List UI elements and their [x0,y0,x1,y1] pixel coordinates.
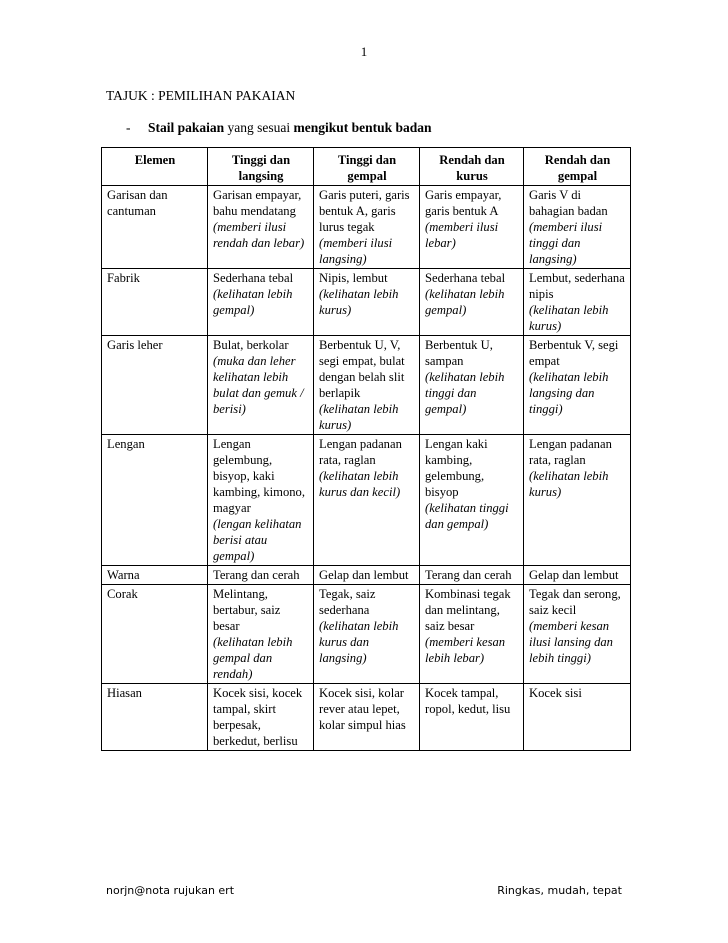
table-row [102,186,631,269]
table-cell [208,585,314,684]
cell-text: Garis empayar, garis bentuk A [425,188,502,218]
cell-text: Lengan kaki kambing, gelembung, bisyop [425,437,488,499]
table-cell [524,269,631,336]
table-cell [208,186,314,269]
row-element-label: Corak [102,585,208,684]
table-header-row [102,148,631,186]
cell-note: (kelihatan lebih kurus) [529,303,609,333]
cell-note: (memberi ilusi langsing) [319,236,393,266]
subtitle-dash: - [126,120,131,135]
header-tinggi-gempal: Tinggi dan gempal [314,148,420,186]
header-rendah-gempal: Rendah dan gempal [524,148,631,186]
cell-text: Bulat, berkolar [213,338,289,352]
cell-note: (kelihatan lebih gempal dan rendah) [213,635,293,681]
cell-text: Sederhana tebal [425,271,506,285]
footer-right: Ringkas, mudah, tepat [497,884,622,897]
cell-note: (memberi kesan ilusi lansing dan lebih tinggi) [529,619,613,665]
table-cell [524,585,631,684]
table-cell [420,186,524,269]
cell-note: (kelihatan lebih tinggi dan gempal) [425,370,505,416]
table-cell [420,435,524,566]
cell-text: Terang dan cerah [425,568,512,582]
table-row [102,435,631,566]
header-elemen: Elemen [102,148,208,186]
cell-text: Tegak dan serong, saiz kecil [529,587,621,617]
table-row [102,336,631,435]
cell-note: (kelihatan lebih kurus dan kecil) [319,469,401,499]
header-rendah-kurus: Rendah dan kurus [420,148,524,186]
table-row [102,684,631,751]
table-cell [314,566,420,585]
table-cell [314,269,420,336]
cell-note: (kelihatan lebih langsing dan tinggi) [529,370,609,416]
clothing-style-table [101,147,631,751]
row-element-label: Hiasan [102,684,208,751]
cell-note: (muka dan leher kelihatan lebih bulat dan gemuk / berisi) [213,354,304,416]
subtitle-bold-2: mengikut bentuk badan [293,120,432,135]
cell-text: Nipis, lembut [319,271,388,285]
table-cell [314,336,420,435]
cell-note: (kelihatan tinggi dan gempal) [425,501,509,531]
table-cell [524,336,631,435]
table-cell [314,684,420,751]
table-row [102,585,631,684]
cell-text: Sederhana tebal [213,271,294,285]
cell-text: Berbentuk V, segi empat [529,338,619,368]
table-cell [314,435,420,566]
cell-text: Gelap dan lembut [319,568,409,582]
cell-text: Garisan empayar, bahu mendatang [213,188,302,218]
subtitle [126,120,432,136]
cell-note: (kelihatan lebih gempal) [425,287,505,317]
table-cell [420,269,524,336]
cell-note: (lengan kelihatan berisi atau gempal) [213,517,302,563]
cell-note: (kelihatan lebih kurus) [529,469,609,499]
cell-text: Gelap dan lembut [529,568,619,582]
table-cell [208,269,314,336]
cell-text: Berbentuk U, sampan [425,338,493,368]
cell-note: (memberi ilusi rendah dan lebar) [213,220,305,250]
table-body [102,186,631,751]
row-element-label: Warna [102,566,208,585]
table-cell [420,566,524,585]
table-cell [524,684,631,751]
cell-note: (kelihatan lebih gempal) [213,287,293,317]
table-cell [208,566,314,585]
cell-note: (memberi ilusi tinggi dan langsing) [529,220,603,266]
footer-left: norjn@nota rujukan ert [106,884,235,897]
cell-note: (kelihatan lebih kurus) [319,287,399,317]
subtitle-plain: yang sesuai [224,120,294,135]
cell-text: Garis V di bahagian badan [529,188,608,218]
cell-text: Lengan padanan rata, raglan [319,437,402,467]
table-cell [208,336,314,435]
table-cell [208,435,314,566]
row-element-label: Garisan dan cantuman [102,186,208,269]
table-cell [524,435,631,566]
table-cell [208,684,314,751]
cell-text: Tegak, saiz sederhana [319,587,376,617]
row-element-label: Fabrik [102,269,208,336]
row-element-label: Lengan [102,435,208,566]
cell-text: Kombinasi tegak dan melintang, saiz besar [425,587,511,633]
header-tinggi-langsing: Tinggi dan langsing [208,148,314,186]
table-cell [524,186,631,269]
table-cell [420,336,524,435]
cell-text: Terang dan cerah [213,568,300,582]
table-cell [420,684,524,751]
cell-text: Kocek sisi [529,686,582,700]
table-cell [524,566,631,585]
cell-note: (kelihatan lebih kurus) [319,402,399,432]
table-row [102,566,631,585]
cell-text: Berbentuk U, V, segi empat, bulat dengan belah slit berlapik [319,338,405,400]
page-number: 1 [360,44,368,59]
table-row [102,269,631,336]
subtitle-bold-1: Stail pakaian [148,120,225,135]
table-cell [314,585,420,684]
cell-note: (memberi kesan lebih lebar) [425,635,506,665]
cell-text: Kocek sisi, kolar rever atau lepet, kolar simpul hias [319,686,406,732]
cell-text: Lembut, sederhana nipis [529,271,625,301]
cell-text: Kocek sisi, kocek tampal, skirt berpesak, berkedut, berlisu [213,686,303,748]
cell-text: Lengan padanan rata, raglan [529,437,612,467]
cell-text: Kocek tampal, ropol, kedut, lisu [425,686,511,716]
cell-note: (kelihatan lebih kurus dan langsing) [319,619,399,665]
row-element-label: Garis leher [102,336,208,435]
cell-text: Garis puteri, garis bentuk A, garis lurus tegak [319,188,410,234]
page-title: TAJUK : PEMILIHAN PAKAIAN [106,88,296,103]
table-cell [420,585,524,684]
cell-text: Melintang, bertabur, saiz besar [213,587,281,633]
cell-note: (memberi ilusi lebar) [425,220,499,250]
table-cell [314,186,420,269]
cell-text: Lengan gelembung, bisyop, kaki kambing, kimono, magyar [213,437,305,515]
